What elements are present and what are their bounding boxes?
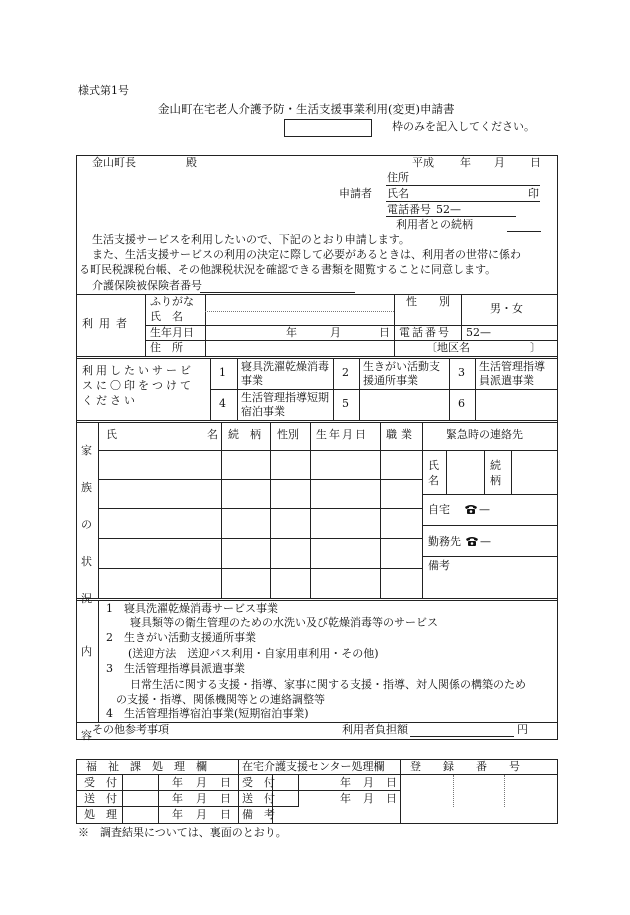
form-number: 様式第1号 — [78, 84, 129, 97]
rule — [98, 450, 557, 451]
yen-label: 円 — [517, 723, 528, 736]
rule — [453, 775, 454, 807]
welfare-processed-label: 処 理 — [84, 808, 117, 821]
furigana-label: ふりがな — [150, 295, 194, 308]
family-name-header-right: 名 — [207, 428, 218, 441]
rule — [98, 479, 422, 480]
addressee: 金山町長 — [92, 156, 136, 169]
rule — [446, 450, 447, 494]
user-dob-year: 年 — [286, 326, 297, 339]
rule — [76, 790, 401, 791]
applicant-relation-label: 利用者との続柄 — [396, 218, 473, 231]
rule — [270, 422, 271, 598]
service-num-6[interactable]: 6 — [458, 397, 465, 410]
rule — [98, 508, 422, 509]
fill-box-sample — [284, 119, 372, 137]
rule — [76, 598, 557, 599]
rule — [221, 422, 222, 598]
user-phone-prefix: 52— — [466, 326, 491, 339]
service-num-1[interactable]: 1 — [219, 366, 226, 379]
rule — [145, 340, 557, 341]
rule — [76, 774, 401, 775]
center-sent-label: 送 付 — [242, 792, 275, 805]
welfare-processed-month: 月 — [196, 808, 207, 821]
rule — [158, 774, 159, 823]
rule — [98, 422, 99, 598]
rule — [400, 774, 557, 775]
welfare-received-year: 年 — [172, 776, 183, 789]
form-title: 金山町在宅老人介護予防・生活支援事業利用(変更)申請書 — [158, 102, 455, 116]
rule — [422, 494, 557, 495]
content-line-1: 1 寝具洗濯乾燥消毒サービス事業 — [106, 602, 278, 615]
welfare-received-label: 受 付 — [84, 776, 117, 789]
rule — [298, 774, 299, 807]
welfare-section-header: 福 祉 課 処 理 欄 — [86, 760, 207, 773]
work-phone-label: 勤務先 — [428, 535, 461, 548]
applicant-name-label: 氏名 — [387, 187, 409, 200]
applicant-name-line[interactable] — [386, 201, 540, 202]
welfare-received-day: 日 — [220, 776, 231, 789]
district-close: 〕 — [530, 341, 541, 354]
seal-mark: 印 — [528, 187, 539, 200]
service-num-3[interactable]: 3 — [458, 366, 465, 379]
service-num-2[interactable]: 2 — [342, 366, 349, 379]
statement-line-1: 生活支援サービスを利用したいので、下記のとおり申請します。 — [92, 233, 410, 246]
content-line-6: 日常生活に関する支援・指導、家事に関する支援・指導、対人関係の構築のため — [130, 678, 526, 691]
rule — [422, 556, 557, 557]
user-name-label: 氏 名 — [150, 310, 183, 323]
user-dob-label: 生年月日 — [150, 326, 194, 339]
rule — [422, 422, 423, 598]
rule — [76, 806, 238, 807]
rule — [380, 422, 381, 598]
date-month: 月 — [494, 156, 505, 169]
welfare-processed-day: 日 — [220, 808, 231, 821]
family-gender-header: 性別 — [277, 428, 299, 441]
home-phone-dash: — — [479, 503, 490, 516]
content-line-5: 3 生活管理指導員派遣事業 — [106, 662, 245, 675]
date-year: 年 — [460, 156, 471, 169]
center-remarks-label: 備 考 — [242, 808, 275, 821]
rule — [98, 568, 422, 569]
telephone-icon — [465, 535, 479, 547]
rule — [310, 422, 311, 598]
user-address-label: 住 所 — [150, 341, 183, 354]
center-section-header: 在宅介護支援センター処理欄 — [242, 760, 385, 773]
center-received-month: 月 — [363, 776, 374, 789]
rule — [76, 422, 557, 423]
rule — [238, 759, 239, 823]
welfare-sent-month: 月 — [196, 792, 207, 805]
applicant-phone-prefix: 52— — [436, 203, 461, 216]
applicant-label: 申請者 — [339, 187, 372, 200]
user-dob-month: 月 — [330, 326, 341, 339]
gender-value[interactable]: 男・女 — [490, 302, 523, 315]
content-line-3: 2 生きがい活動支援通所事業 — [106, 631, 256, 644]
date-day: 日 — [530, 156, 541, 169]
applicant-phone-label: 電話番号 — [387, 203, 431, 216]
rule — [76, 358, 557, 359]
rule — [76, 356, 557, 357]
family-dob-header: 生年月日 — [316, 428, 368, 441]
applicant-relation-line[interactable] — [507, 231, 541, 232]
center-sent-month: 月 — [363, 792, 374, 805]
content-line-4: (送迎方法 送迎バス利用・自家用車利用・その他) — [128, 647, 379, 660]
rule — [422, 525, 557, 526]
user-section-label: 利用者 — [82, 317, 133, 330]
welfare-sent-label: 送 付 — [84, 792, 117, 805]
welfare-processed-year: 年 — [172, 808, 183, 821]
center-received-day: 日 — [386, 776, 397, 789]
rule — [210, 389, 557, 390]
service-name-3: 生活管理指導員派遣事業 — [479, 360, 545, 387]
rule — [238, 806, 298, 807]
content-line-7: の支援・指導、関係機関等との連絡調整等 — [116, 693, 325, 706]
applicant-phone-line[interactable] — [386, 216, 516, 217]
insurance-number-line[interactable] — [200, 292, 355, 293]
rule — [76, 600, 557, 601]
work-phone-dash: — — [480, 535, 491, 548]
instruction-text: 枠のみを記入してください。 — [392, 120, 535, 133]
rule — [400, 759, 401, 823]
center-received-label: 受 付 — [242, 776, 275, 789]
center-received-year: 年 — [340, 776, 351, 789]
statement-line-3: る町民税課税台帳、その他課税状況を確認できる書類を閲覧することに同意します。 — [79, 263, 497, 276]
rule — [205, 311, 394, 312]
telephone-icon — [464, 503, 478, 515]
content-line-2: 寝具類等の衛生管理のための水洗い及び乾燥消毒等のサービス — [130, 616, 438, 629]
family-occupation-header: 職業 — [386, 428, 416, 441]
emergency-contact-header: 緊急時の連絡先 — [446, 428, 523, 441]
user-phone-label: 電話番号 — [399, 326, 451, 339]
reference-label: その他参考事項 — [92, 723, 169, 736]
rule — [511, 450, 512, 494]
user-dob-day: 日 — [379, 326, 390, 339]
gender-label: 性 別 — [406, 295, 450, 308]
applicant-address-line[interactable] — [386, 185, 540, 186]
insurance-number-label: 介護保険被保険者番号 — [92, 279, 202, 292]
user-burden-line[interactable] — [410, 736, 514, 737]
rule — [122, 774, 123, 823]
rule — [98, 600, 99, 722]
service-name-1: 寝具洗濯乾燥消毒事業 — [241, 360, 329, 387]
honorific: 殿 — [186, 156, 197, 169]
family-section-label: 家族の状 — [81, 444, 92, 568]
statement-line-2: また、生活支援サービスの利用の決定に際して必要があるときは、利用者の世帯に係わ — [92, 248, 521, 261]
rule — [461, 294, 462, 325]
service-name-4: 生活管理指導短期宿泊事業 — [241, 391, 329, 418]
rule — [504, 775, 505, 807]
welfare-sent-day: 日 — [220, 792, 231, 805]
emergency-name-label: 氏名 — [428, 459, 439, 487]
rule — [484, 450, 485, 494]
center-sent-day: 日 — [386, 792, 397, 805]
registration-number-header: 登 録 番 号 — [410, 760, 520, 773]
home-phone-label: 自宅 — [428, 503, 450, 516]
applicant-address-label: 住所 — [387, 171, 409, 184]
user-burden-label: 利用者負担額 — [342, 723, 408, 736]
date-era: 平成 — [412, 156, 434, 169]
rule — [461, 325, 462, 340]
center-sent-year: 年 — [340, 792, 351, 805]
service-num-4[interactable]: 4 — [219, 397, 226, 410]
family-relation-header: 続 柄 — [228, 428, 261, 441]
content-line-8: 4 生活管理指導宿泊事業(短期宿泊事業) — [106, 707, 309, 720]
footnote: ※ 調査結果については、裏面のとおり。 — [78, 826, 287, 839]
welfare-sent-year: 年 — [172, 792, 183, 805]
rule — [76, 420, 557, 421]
service-name-2: 生きがい活動支援通所事業 — [363, 360, 440, 387]
family-name-header-left: 氏 — [106, 428, 117, 441]
emergency-relation-label: 続柄 — [490, 459, 501, 487]
services-label: 利用したいサービスに〇印をつけてください — [82, 364, 194, 407]
service-num-5[interactable]: 5 — [342, 397, 349, 410]
rule — [98, 538, 422, 539]
rule — [76, 294, 557, 295]
rule — [145, 325, 557, 326]
district-label: 〔地区名 — [426, 341, 470, 354]
welfare-received-month: 月 — [196, 776, 207, 789]
remarks-label: 備考 — [428, 559, 450, 572]
contents-section-label: 内容 — [81, 645, 92, 742]
